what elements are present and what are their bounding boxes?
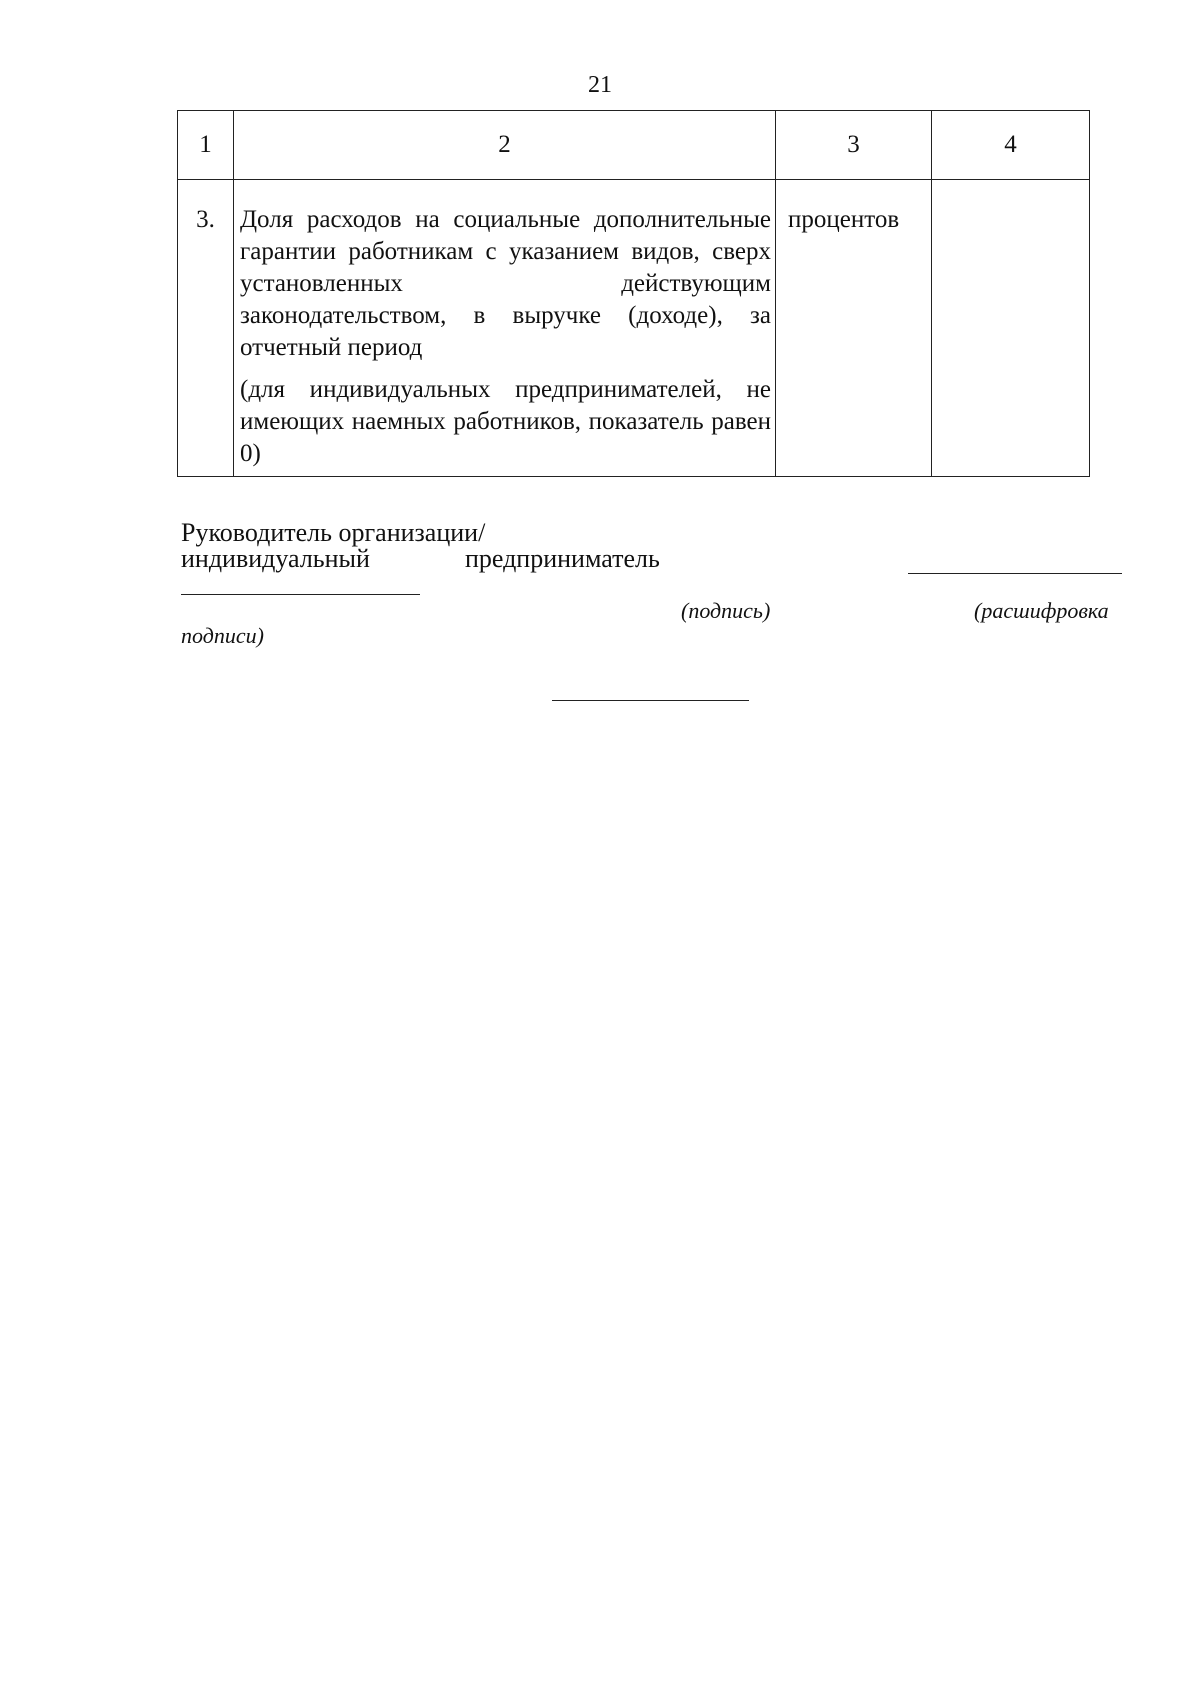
signer-title-word1: индивидуальный <box>181 544 370 573</box>
header-cell-4: 4 <box>932 111 1090 180</box>
table-row <box>178 180 1090 477</box>
row-description-cell <box>234 180 776 477</box>
decoding-signature-line <box>908 573 1122 574</box>
row-unit: процентов <box>776 180 932 477</box>
page-number: 21 <box>588 72 612 98</box>
header-cell-2: 2 <box>234 111 776 180</box>
header-cell-1: 1 <box>178 111 234 180</box>
row-value <box>932 180 1090 477</box>
signer-title-word2: предприниматель <box>464 544 660 573</box>
row-description: Доля расходов на социальные дополнительные гарантии работникам с указанием видов, сверх установленных действующим законодательством, в выручке (доходе), за отчетный период <box>240 206 771 361</box>
row-number: 3. <box>178 180 234 477</box>
decoding-caption-continuation: подписи) <box>181 623 264 648</box>
signer-block <box>181 520 701 572</box>
row-note: (для индивидуальных предпринимателей, не имеющих наемных работников, показатель равен 0) <box>240 376 771 467</box>
indicator-table <box>177 110 1090 477</box>
signer-title-line2 <box>181 546 701 572</box>
signature-caption: (подпись) <box>681 598 771 623</box>
table-header-row <box>178 111 1090 180</box>
end-of-document-line <box>552 700 749 701</box>
header-cell-3: 3 <box>776 111 932 180</box>
decoding-caption: (расшифровка <box>974 598 1109 623</box>
signature-line <box>181 594 420 595</box>
signer-title-line1: Руководитель организации/ <box>181 518 486 547</box>
